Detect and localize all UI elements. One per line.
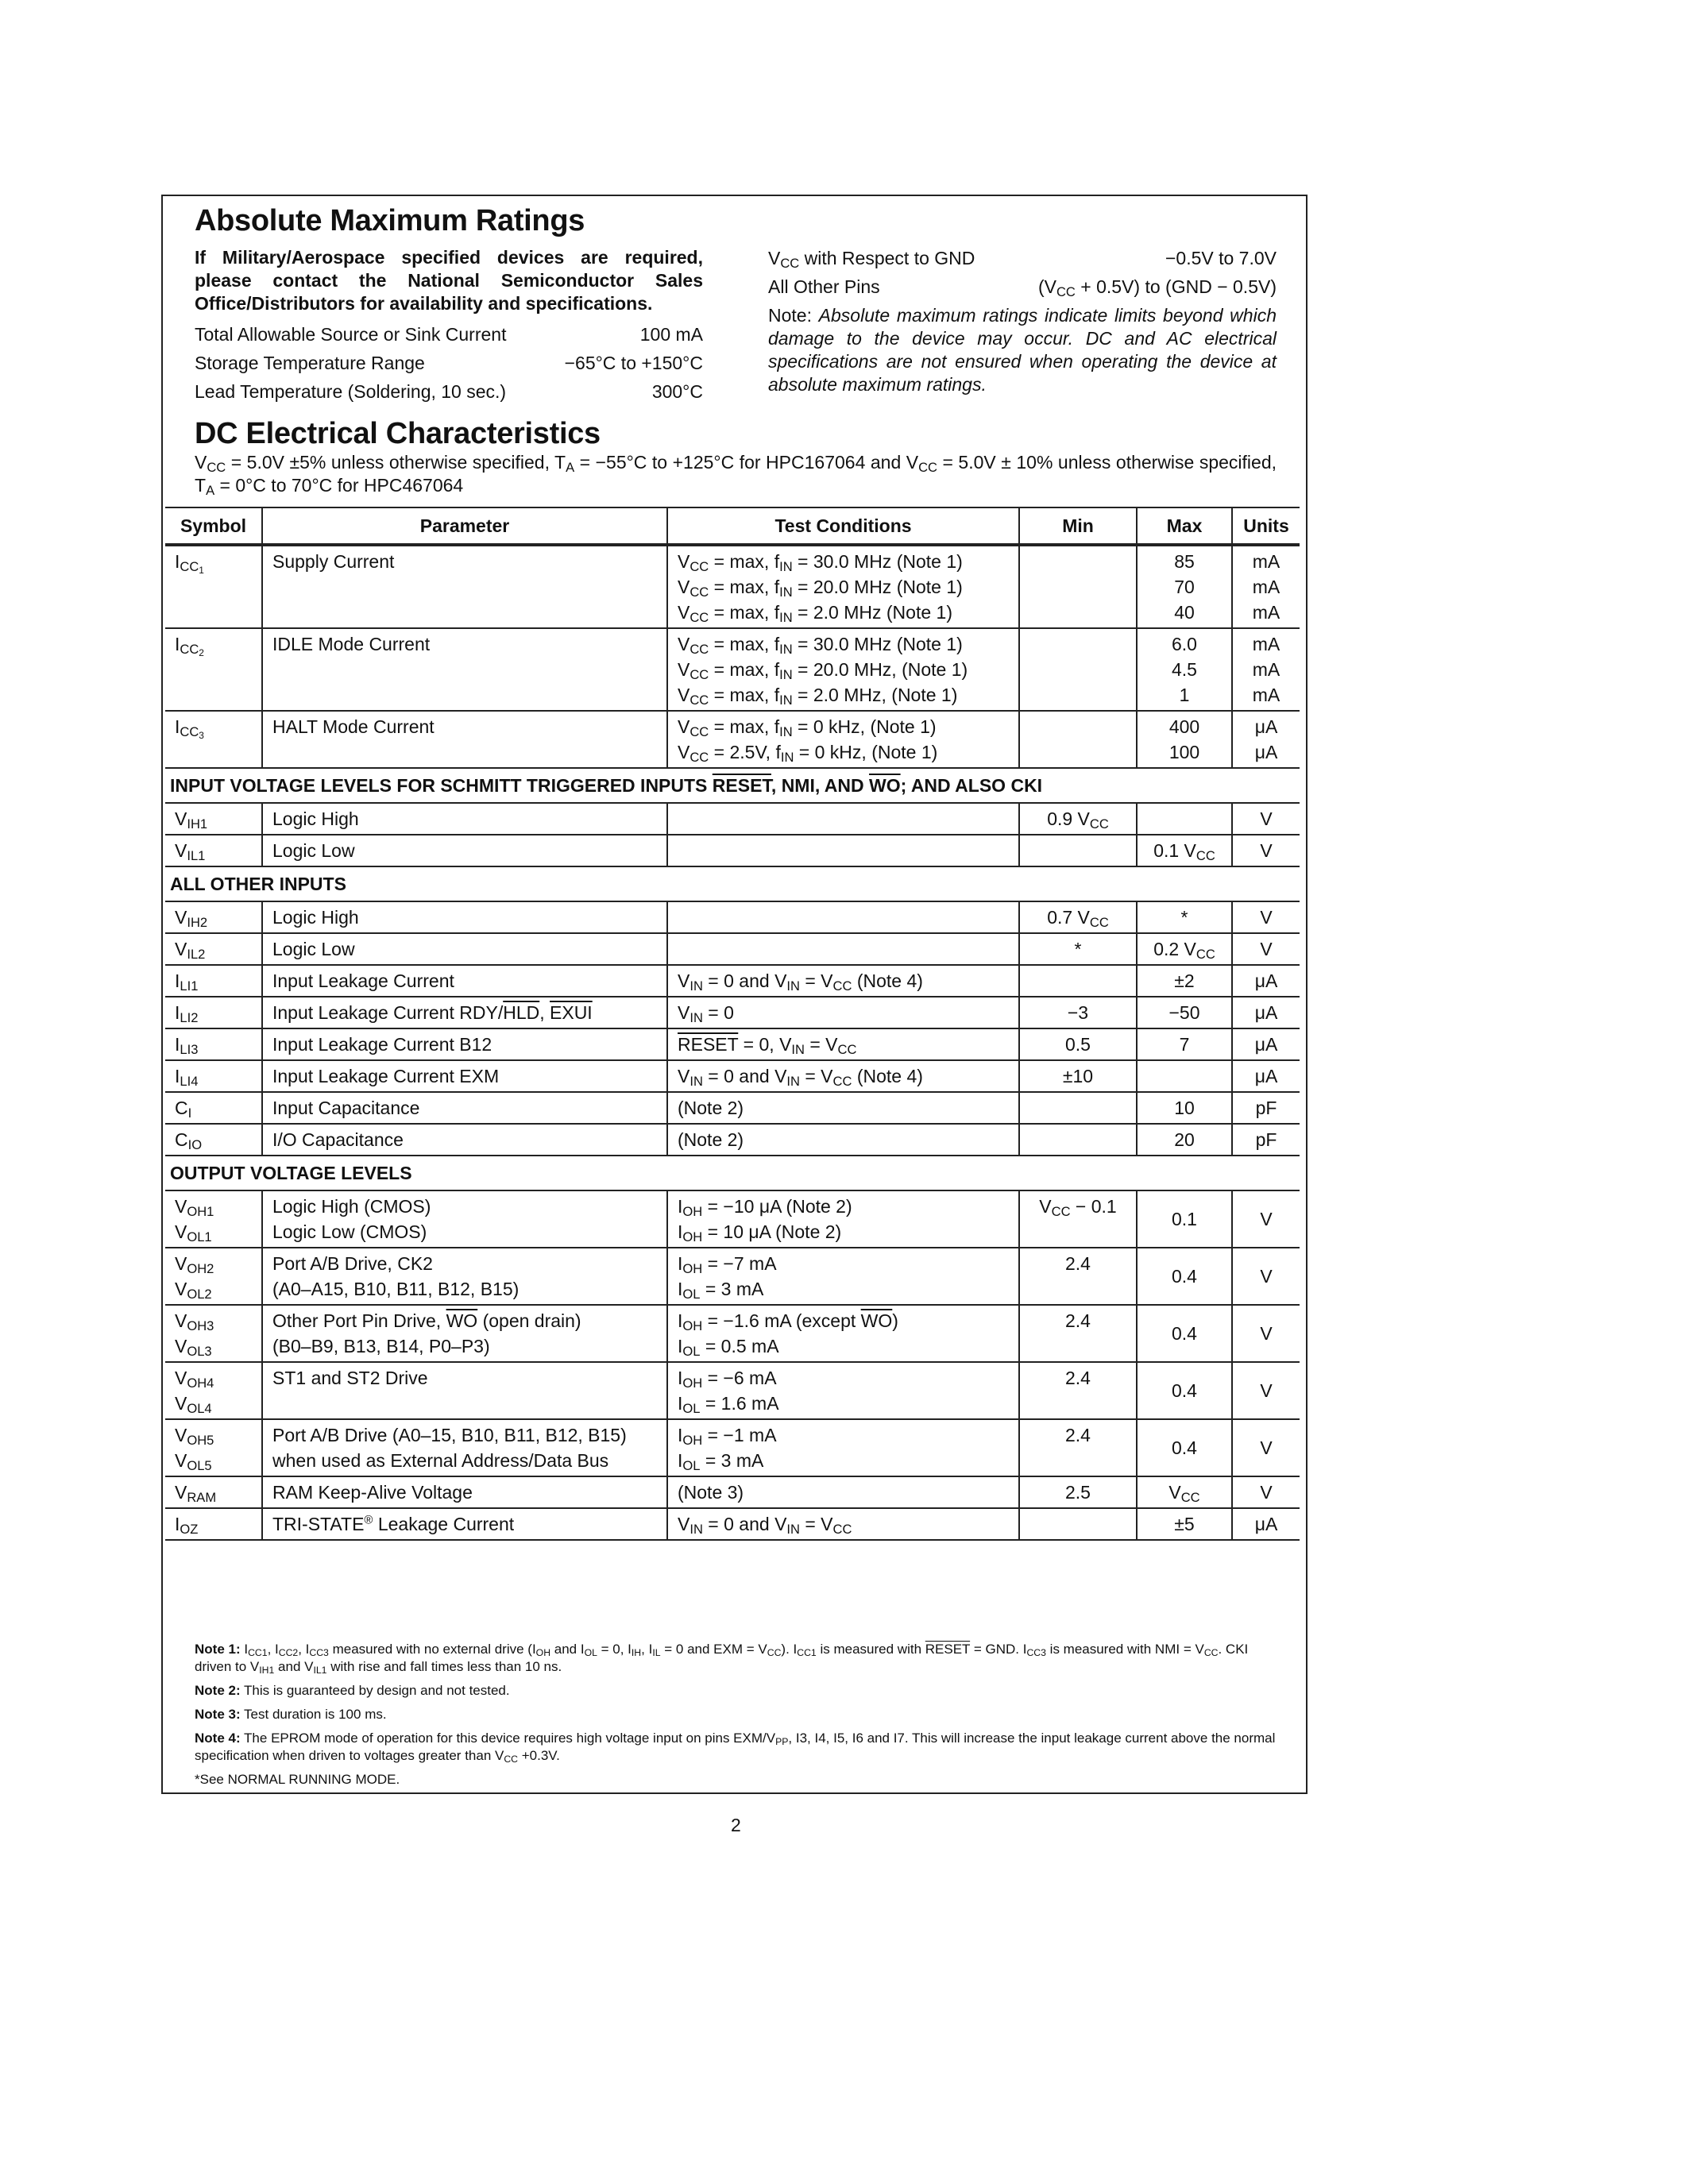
cell-min: 2.4 [1019, 1305, 1137, 1362]
cell-symbol: $C_{IO}$ [165, 1124, 262, 1156]
cell-parameter: Logic Low [262, 933, 667, 965]
cell-max: 0.4 [1137, 1248, 1232, 1305]
cell-units: V [1232, 1362, 1300, 1419]
cell-symbol: $V_{OH2}$ $V_{OL2}$ [165, 1248, 262, 1305]
military-note: If Military/Aerospace specified devices are required, please contact the National Semiconductor Sales Office/Distributors for availability and specifications. [195, 247, 703, 314]
cell-parameter: Logic High [262, 901, 667, 933]
cell-parameter: I/O Capacitance [262, 1124, 667, 1156]
cell-units: mA mA mA [1232, 545, 1300, 628]
cell-units: V [1232, 1190, 1300, 1248]
rating-row [195, 351, 703, 375]
header-units: Units [1232, 507, 1300, 545]
cell-min: $V_{CC} - 0.1$ [1019, 1190, 1137, 1248]
cell-units: V [1232, 1419, 1300, 1476]
cell-max: 0.4 [1137, 1305, 1232, 1362]
cell-conditions [667, 803, 1019, 835]
cell-max: 85 70 40 [1137, 545, 1232, 628]
cell-symbol: $I_{CC_3}$ [165, 711, 262, 768]
section-row-schmitt [165, 768, 1300, 803]
cell-max [1137, 1060, 1232, 1092]
table-row [165, 1060, 1300, 1092]
page-number: 2 [731, 1815, 741, 1835]
abs-max-note: Note: Absolute maximum ratings indicate limits beyond which damage to the device may occur. DC and AC electrical specifications are not ensured when operating the device at absolute maximum ratings. [768, 305, 1277, 395]
cell-symbol: $I_{LI4}$ [165, 1060, 262, 1092]
cell-parameter: Input Capacitance [262, 1092, 667, 1124]
rating-value: 100 mA [639, 324, 703, 345]
cell-symbol: $V_{RAM}$ [165, 1476, 262, 1508]
cell-max: * [1137, 901, 1232, 933]
cell-parameter: Other Port Pin Drive, $\overline{WO}$ (open drain) (B0–B9, B13, B14, P0–P3) [262, 1305, 667, 1362]
cell-min: 0.7 $V_{CC}$ [1019, 901, 1137, 933]
other-pins-value: $(V_{CC} + 0.5V)$ to (GND − 0.5V) [1037, 276, 1277, 300]
rating-label: Total Allowable Source or Sink Current [195, 324, 507, 345]
cell-parameter: IDLE Mode Current [262, 628, 667, 711]
cell-parameter: Input Leakage Current EXM [262, 1060, 667, 1092]
note-1: Note 1: $I_{CC1}$, $I_{CC2}$, $I_{CC3}$ measured with no external drive ($I_{OH}$ and $I_{OL} = 0$, $I_{IH}$, $I_{IL} = 0$ and EXM = $V_{CC}$). $I_{CC1}$ is measured with RESET = GND. $I_{CC3}$ is measured with NMI = $V_{CC}$. CKI driven to $V_{IH1}$ and $V_{IL1}$ with rise and fall times less than 10 ns. [195, 1642, 1249, 1677]
cell-parameter: Input Leakage Current B12 [262, 1028, 667, 1060]
rating-value: 300°C [651, 381, 703, 402]
cell-conditions [667, 835, 1019, 866]
cell-conditions: $I_{OH} = -7$ mA $I_{OL} = 3$ mA [667, 1248, 1019, 1305]
cell-conditions: $V_{IN} = 0$ and $V_{IN} = V_{CC}$ (Note 4) [667, 1060, 1019, 1092]
cell-units: V [1232, 803, 1300, 835]
cell-max: −50 [1137, 997, 1232, 1028]
table-row [165, 997, 1300, 1028]
table-row [165, 1508, 1300, 1540]
cell-symbol: $V_{OH5}$ $V_{OL5}$ [165, 1419, 262, 1476]
cell-parameter: RAM Keep-Alive Voltage [262, 1476, 667, 1508]
cell-units: V [1232, 933, 1300, 965]
cell-max: $V_{CC}$ [1137, 1476, 1232, 1508]
cell-min: −3 [1019, 997, 1137, 1028]
cell-units: μA μA [1232, 711, 1300, 768]
cell-symbol: $V_{OH4}$ $V_{OL4}$ [165, 1362, 262, 1419]
cell-min: ±10 [1019, 1060, 1137, 1092]
table-row [165, 1248, 1300, 1305]
cell-conditions [667, 933, 1019, 965]
cell-symbol: $I_{LI2}$ [165, 997, 262, 1028]
cell-units: μA [1232, 1060, 1300, 1092]
cell-min: 2.4 [1019, 1362, 1137, 1419]
section-label: INPUT VOLTAGE LEVELS FOR SCHMITT TRIGGERED INPUTS RESET, NMI, AND $\overline{WO}$; AND ALSO CKI [165, 768, 1300, 803]
table-row [165, 1476, 1300, 1508]
cell-min: 2.4 [1019, 1419, 1137, 1476]
cell-units: mA mA mA [1232, 628, 1300, 711]
table-header-row [165, 507, 1300, 545]
cell-conditions [667, 901, 1019, 933]
cell-max: 400 100 [1137, 711, 1232, 768]
cell-parameter: Logic Low [262, 835, 667, 866]
table-row [165, 1124, 1300, 1156]
section-label: OUTPUT VOLTAGE LEVELS [165, 1156, 1300, 1190]
cell-conditions: (Note 3) [667, 1476, 1019, 1508]
rating-row [195, 322, 703, 346]
cell-conditions: $V_{IN} = 0$ [667, 997, 1019, 1028]
cell-units: pF [1232, 1092, 1300, 1124]
cell-symbol: $V_{IL1}$ [165, 835, 262, 866]
cell-min [1019, 628, 1137, 711]
rating-label: Lead Temperature (Soldering, 10 sec.) [195, 381, 507, 402]
cell-units: μA [1232, 997, 1300, 1028]
table-row [165, 901, 1300, 933]
table-row [165, 1028, 1300, 1060]
cell-parameter: Port A/B Drive, CK2 (A0–A15, B10, B11, B12, B15) [262, 1248, 667, 1305]
cell-units: V [1232, 835, 1300, 866]
cell-max: 20 [1137, 1124, 1232, 1156]
cell-max: 0.2 $V_{CC}$ [1137, 933, 1232, 965]
cell-max: 10 [1137, 1092, 1232, 1124]
cell-symbol: $V_{OH3}$ $V_{OL3}$ [165, 1305, 262, 1362]
cell-symbol: $I_{CC_2}$ [165, 628, 262, 711]
table-row [165, 965, 1300, 997]
cell-min [1019, 835, 1137, 866]
cell-min: 0.9 $V_{CC}$ [1019, 803, 1137, 835]
cell-min [1019, 545, 1137, 628]
cell-min: * [1019, 933, 1137, 965]
rating-value: −65°C to +150°C [564, 353, 703, 373]
header-symbol: Symbol [165, 507, 262, 545]
other-pins-row [768, 275, 1277, 299]
cell-min [1019, 1092, 1137, 1124]
section-label: ALL OTHER INPUTS [165, 866, 1300, 901]
note-4: Note 4: The EPROM mode of operation for this device requires high voltage input on pins EXM/$V_{PP}$, I3, I4, I5, I6 and I7. This will increase the input leakage current above the normal specification when driven to voltages greater than $V_{CC} +0.3V$. [195, 1731, 1276, 1765]
cell-min [1019, 965, 1137, 997]
cell-min: 0.5 [1019, 1028, 1137, 1060]
cell-parameter: Input Leakage Current [262, 965, 667, 997]
cell-symbol: $V_{IH2}$ [165, 901, 262, 933]
cell-min: 2.5 [1019, 1476, 1137, 1508]
other-pins-label: All Other Pins [768, 276, 880, 297]
footnotes [195, 1641, 1277, 1795]
cell-parameter: Logic High (CMOS) Logic Low (CMOS) [262, 1190, 667, 1248]
cell-symbol: $I_{LI3}$ [165, 1028, 262, 1060]
table-row [165, 803, 1300, 835]
cell-max: 6.0 4.5 1 [1137, 628, 1232, 711]
rating-row [195, 380, 703, 403]
note-star: *See NORMAL RUNNING MODE. [195, 1772, 400, 1787]
cell-conditions: $V_{CC} = \max$, $f_{IN} = 30.0$ MHz (Note 1) $V_{CC} = \max$, $f_{IN} = 20.0$ MHz, (Note 1) $V_{CC} = \max$, $f_{IN} = 2.0$ MHz, (Note 1) [667, 628, 1019, 711]
cell-conditions: $V_{IN} = 0$ and $V_{IN} = V_{CC}$ [667, 1508, 1019, 1540]
cell-min [1019, 1124, 1137, 1156]
cell-units: μA [1232, 965, 1300, 997]
table-row [165, 933, 1300, 965]
vcc-rating-label: $V_{CC}$ with Respect to GND [768, 248, 975, 272]
header-test-conditions: Test Conditions [667, 507, 1019, 545]
cell-conditions: $V_{IN} = 0$ and $V_{IN} = V_{CC}$ (Note 4) [667, 965, 1019, 997]
cell-units: V [1232, 1305, 1300, 1362]
cell-conditions: (Note 2) [667, 1092, 1019, 1124]
cell-max: 0.1 $V_{CC}$ [1137, 835, 1232, 866]
section-row-output [165, 1156, 1300, 1190]
header-min: Min [1019, 507, 1137, 545]
cell-symbol: $V_{IH1}$ [165, 803, 262, 835]
cell-parameter: Supply Current [262, 545, 667, 628]
cell-parameter: ST1 and ST2 Drive [262, 1362, 667, 1419]
table-row [165, 1419, 1300, 1476]
cell-min [1019, 711, 1137, 768]
cell-units: pF [1232, 1124, 1300, 1156]
cell-parameter: Logic High [262, 803, 667, 835]
dc-table [165, 507, 1300, 1541]
table-row [165, 1305, 1300, 1362]
cell-max: 0.4 [1137, 1362, 1232, 1419]
table-row [165, 1362, 1300, 1419]
table-row [165, 1092, 1300, 1124]
cell-max [1137, 803, 1232, 835]
cell-parameter: TRI-STATE® Leakage Current [262, 1508, 667, 1540]
cell-max: ±2 [1137, 965, 1232, 997]
cell-units: V [1232, 1248, 1300, 1305]
dc-conditions: $V_{CC} = 5.0V \pm 5\%$ unless otherwise specified, $T_A = -55^\circ C$ to +125°C for HPC167064 and $V_{CC} = 5.0V \pm 10\%$ unless otherwise specified, $T_A = 0^\circ C$ to 70°C for HPC467064 [195, 452, 1277, 499]
cell-symbol: $C_I$ [165, 1092, 262, 1124]
vcc-rating-value: −0.5V to 7.0V [1165, 248, 1277, 268]
cell-symbol: $V_{IL2}$ [165, 933, 262, 965]
cell-parameter: Input Leakage Current RDY/$\overline{HLD}$, EXUI [262, 997, 667, 1028]
cell-symbol: $I_{LI1}$ [165, 965, 262, 997]
section-row-all-other-inputs [165, 866, 1300, 901]
cell-units: μA [1232, 1508, 1300, 1540]
cell-conditions: $I_{OH} = -1.6$ mA (except $\overline{WO}$) $I_{OL} = 0.5$ mA [667, 1305, 1019, 1362]
cell-min: 2.4 [1019, 1248, 1137, 1305]
cell-conditions: $V_{CC} = \max$, $f_{IN} = 30.0$ MHz (Note 1) $V_{CC} = \max$, $f_{IN} = 20.0$ MHz (Note 1) $V_{CC} = \max$, $f_{IN} = 2.0$ MHz (Note 1) [667, 545, 1019, 628]
note-3: Note 3: Test duration is 100 ms. [195, 1707, 387, 1722]
cell-parameter: Port A/B Drive (A0–15, B10, B11, B12, B15) when used as External Address/Data Bus [262, 1419, 667, 1476]
cell-units: V [1232, 1476, 1300, 1508]
cell-conditions: $I_{OH} = -6$ mA $I_{OL} = 1.6$ mA [667, 1362, 1019, 1419]
table-row [165, 1190, 1300, 1248]
cell-conditions: $I_{OH} = -10$ μA (Note 2) $I_{OH} = 10$ μA (Note 2) [667, 1190, 1019, 1248]
cell-max: 7 [1137, 1028, 1232, 1060]
cell-parameter: HALT Mode Current [262, 711, 667, 768]
cell-max: ±5 [1137, 1508, 1232, 1540]
table-row [165, 711, 1300, 768]
cell-symbol: $I_{OZ}$ [165, 1508, 262, 1540]
cell-conditions: (Note 2) [667, 1124, 1019, 1156]
table-row [165, 545, 1300, 628]
header-max: Max [1137, 507, 1232, 545]
abs-max-title: Absolute Maximum Ratings [195, 204, 585, 237]
cell-conditions: $V_{CC} = \max$, $f_{IN} = 0$ kHz, (Note 1) $V_{CC} = 2.5V$, $f_{IN} = 0$ kHz, (Note 1) [667, 711, 1019, 768]
cell-symbol: $I_{CC_1}$ [165, 545, 262, 628]
cell-units: μA [1232, 1028, 1300, 1060]
cell-max: 0.4 [1137, 1419, 1232, 1476]
dc-title: DC Electrical Characteristics [195, 417, 601, 450]
note-2: Note 2: This is guaranteed by design and not tested. [195, 1683, 510, 1698]
rating-label: Storage Temperature Range [195, 353, 425, 373]
table-row [165, 835, 1300, 866]
cell-max: 0.1 [1137, 1190, 1232, 1248]
cell-units: V [1232, 901, 1300, 933]
header-parameter: Parameter [262, 507, 667, 545]
cell-symbol: $V_{OH1}$ $V_{OL1}$ [165, 1190, 262, 1248]
vcc-rating-row [768, 246, 1277, 270]
cell-conditions: RESET = 0, $V_{IN} = V_{CC}$ [667, 1028, 1019, 1060]
table-row [165, 628, 1300, 711]
cell-conditions: $I_{OH} = -1$ mA $I_{OL} = 3$ mA [667, 1419, 1019, 1476]
cell-min [1019, 1508, 1137, 1540]
